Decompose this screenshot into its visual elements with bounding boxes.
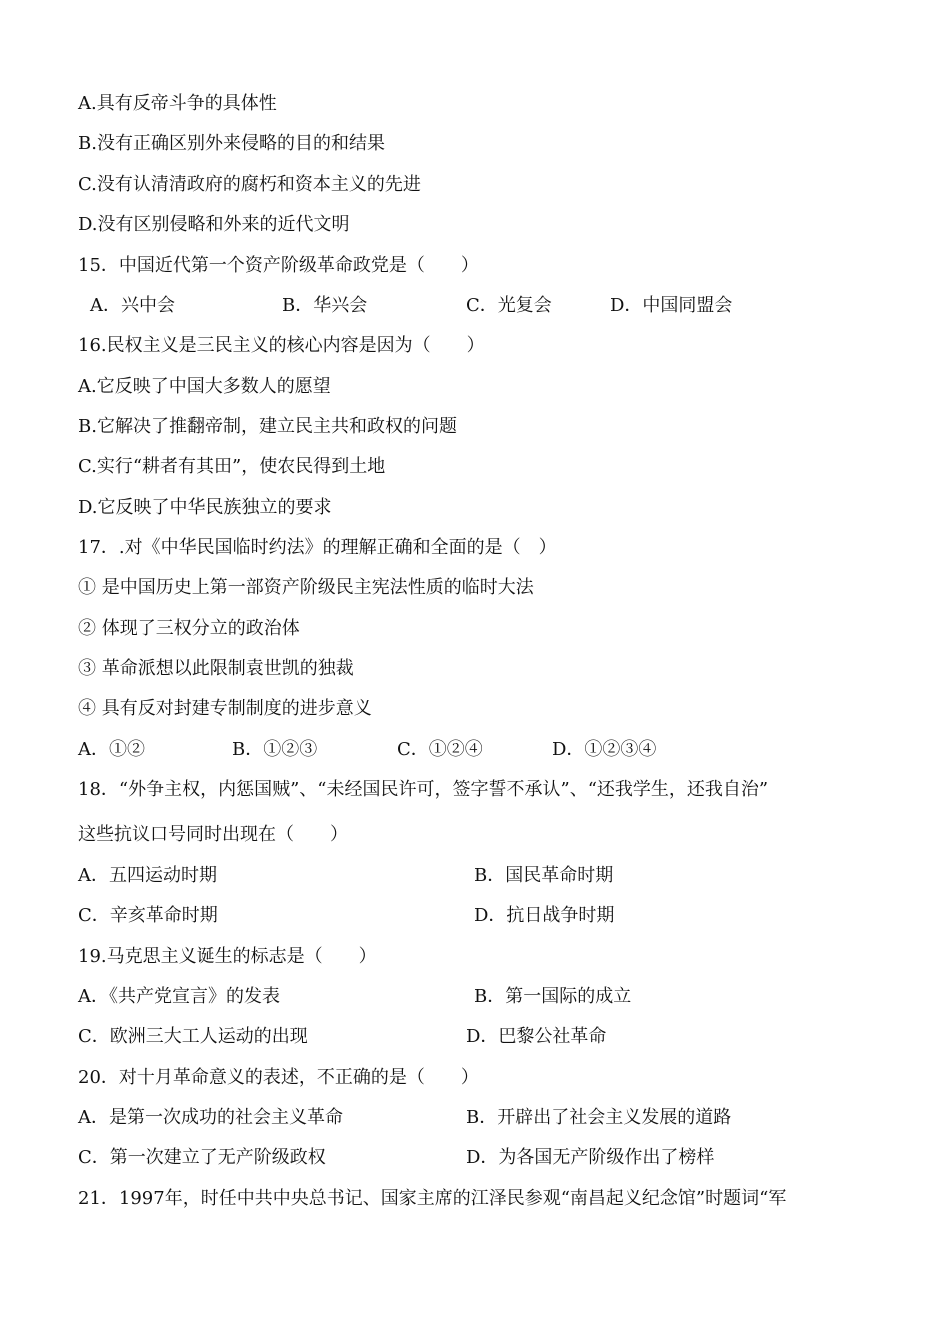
- q18-stem-line2: 这些抗议口号同时出现在（ ）: [78, 824, 348, 845]
- q17-option-d: D．①②③④: [552, 739, 657, 760]
- q14-option-c: C.没有认清清政府的腐朽和资本主义的先进: [78, 174, 421, 195]
- q16-option-a: A.它反映了中国大多数人的愿望: [78, 376, 331, 397]
- q17-option-b: B．①②③: [232, 739, 318, 760]
- q17-statement-2: ② 体现了三权分立的政治体: [78, 618, 300, 639]
- q19-option-b: B．第一国际的成立: [474, 986, 632, 1007]
- q17-stem: 17．.对《中华民国临时约法》的理解正确和全面的是（ ）: [78, 537, 557, 558]
- q16-option-b: B.它解决了推翻帝制，建立民主共和政权的问题: [78, 416, 457, 437]
- q15-option-b: B．华兴会: [282, 295, 368, 316]
- q15-stem: 15．中国近代第一个资产阶级革命政党是（ ）: [78, 255, 479, 276]
- q19-option-a: A．《共产党宣言》的发表: [78, 986, 280, 1007]
- q19-option-c: C．欧洲三大工人运动的出现: [78, 1026, 308, 1047]
- q15-option-a: A．兴中会: [90, 295, 175, 316]
- q17-statement-1: ① 是中国历史上第一部资产阶级民主宪法性质的临时大法: [78, 577, 534, 598]
- q17-option-c: C．①②④: [397, 739, 483, 760]
- q17-statement-3: ③ 革命派想以此限制袁世凯的独裁: [78, 658, 354, 679]
- q18-option-a: A．五四运动时期: [78, 865, 217, 886]
- q14-option-a: A.具有反帝斗争的具体性: [78, 93, 277, 114]
- q17-statement-4: ④ 具有反对封建专制制度的进步意义: [78, 698, 372, 719]
- q18-stem-line1: 18．“外争主权，内惩国贼”、“未经国民许可，签字誓不承认”、“还我学生，还我自治”: [78, 779, 769, 800]
- q16-stem: 16.民权主义是三民主义的核心内容是因为（ ）: [78, 335, 485, 356]
- q20-option-b: B．开辟出了社会主义发展的道路: [466, 1107, 732, 1128]
- q20-stem: 20．对十月革命意义的表述，不正确的是（ ）: [78, 1067, 479, 1088]
- q18-option-d: D．抗日战争时期: [474, 905, 615, 926]
- q17-option-a: A．①②: [78, 739, 145, 760]
- q20-option-c: C．第一次建立了无产阶级政权: [78, 1147, 326, 1168]
- q18-option-c: C．辛亥革命时期: [78, 905, 218, 926]
- q16-option-d: D.它反映了中华民族独立的要求: [78, 497, 332, 518]
- q20-option-a: A．是第一次成功的社会主义革命: [78, 1107, 343, 1128]
- q21-stem: 21．1997年，时任中共中央总书记、国家主席的江泽民参观“南昌起义纪念馆”时题词“军: [78, 1188, 787, 1209]
- q18-option-b: B．国民革命时期: [474, 865, 614, 886]
- q19-option-d: D．巴黎公社革命: [466, 1026, 607, 1047]
- q16-option-c: C.实行“耕者有其田”，使农民得到土地: [78, 456, 386, 477]
- q14-option-b: B.没有正确区别外来侵略的目的和结果: [78, 133, 385, 154]
- q20-option-d: D．为各国无产阶级作出了榜样: [466, 1147, 715, 1168]
- q15-option-c: C．光复会: [466, 295, 552, 316]
- q14-option-d: D.没有区别侵略和外来的近代文明: [78, 214, 350, 235]
- q19-stem: 19.马克思主义诞生的标志是（ ）: [78, 946, 377, 967]
- q15-option-d: D．中国同盟会: [610, 295, 733, 316]
